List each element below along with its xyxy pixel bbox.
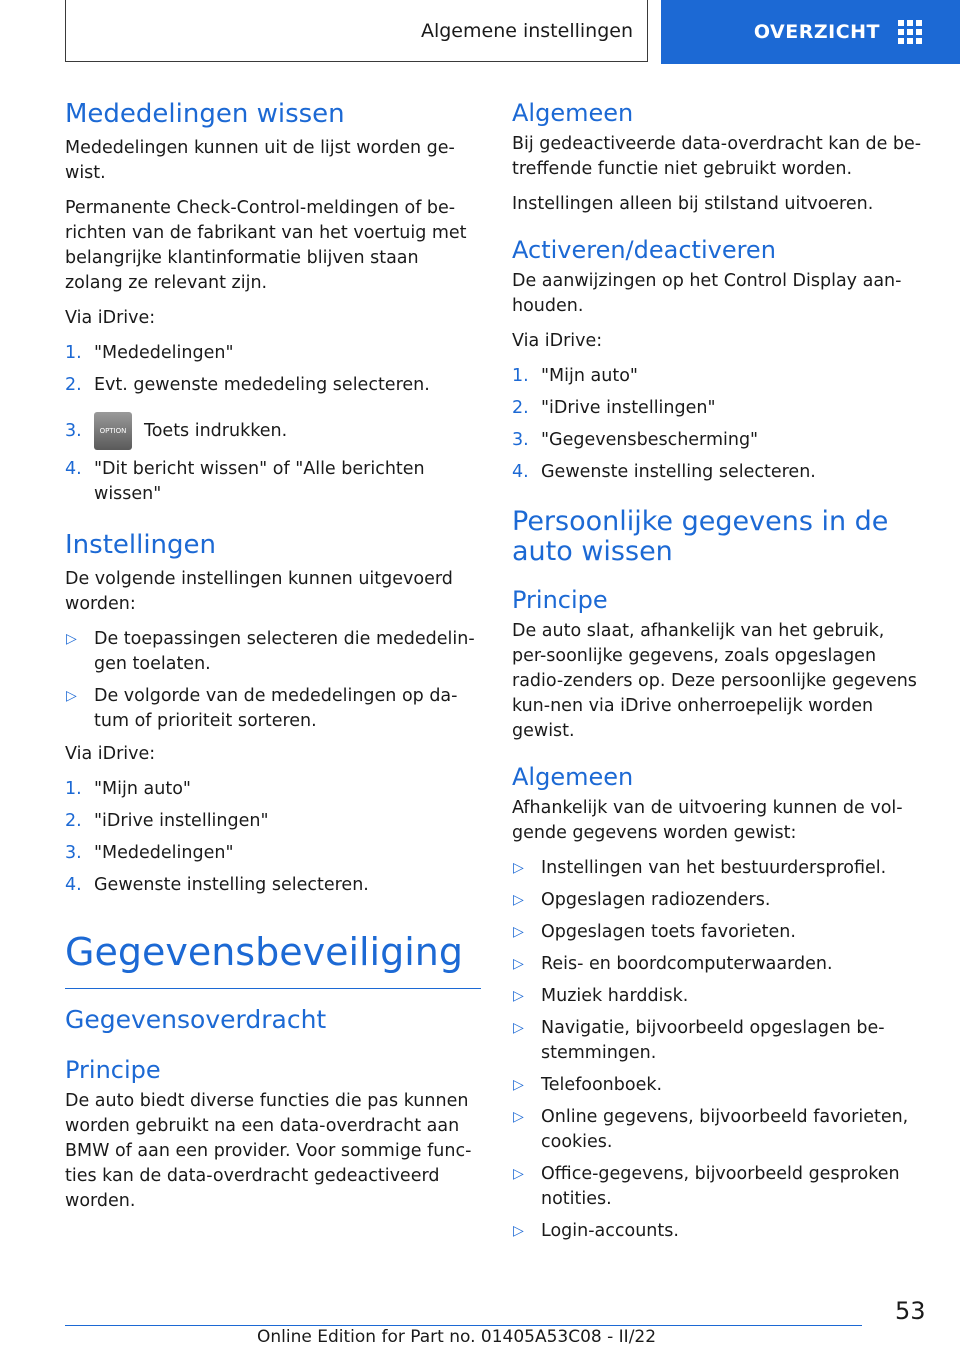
paragraph-via: Via iDrive: <box>512 331 603 351</box>
paragraph-via: Via iDrive: <box>65 308 156 328</box>
list-item: 1. "Mededelingen" <box>65 343 234 363</box>
bullet-list <box>65 627 481 734</box>
list-item: 4. Gewenste instelling selecteren. <box>65 875 369 895</box>
triangle-bullet-icon: ▷ <box>66 688 77 704</box>
list-item: ▷ Office-gegevens, bijvoorbeeld gesproken notities. <box>513 1164 900 1209</box>
list-item: ▷ Opgeslagen radiozenders. <box>512 888 924 913</box>
steps-list <box>65 341 481 507</box>
list-item: 2. "iDrive instellingen" <box>65 811 269 831</box>
list-item: 4. "Dit bericht wissen" of "Alle berichten wissen" <box>65 459 425 504</box>
triangle-bullet-icon: ▷ <box>513 956 524 972</box>
paragraph: Permanente Check-Control-meldingen of be-richten van de fabrikant van het voertuig met belangrijke klantinformatie blijven staan zolang ze relevant zijn. <box>65 198 467 293</box>
triangle-bullet-icon: ▷ <box>513 1223 524 1239</box>
list-item: ▷ Navigatie, bijvoorbeeld opgeslagen be-stemmingen. <box>513 1018 885 1063</box>
triangle-bullet-icon: ▷ <box>513 1077 524 1093</box>
paragraph: Bij gedeactiveerde data-overdracht kan de be-treffende functie niet gebruikt worden. <box>512 134 922 179</box>
triangle-bullet-icon: ▷ <box>513 988 524 1004</box>
steps-list <box>65 777 481 898</box>
section-title: Algemene instellingen <box>420 19 633 42</box>
list-item: 3. "Mededelingen" <box>65 843 234 863</box>
list-item: 2. "iDrive instellingen" <box>512 398 716 418</box>
heading-algemeen: Algemeen <box>512 763 634 791</box>
triangle-bullet-icon: ▷ <box>513 1109 524 1125</box>
list-item: 3. "Gegevensbescherming" <box>512 430 759 450</box>
list-item: 4. Gewenste instelling selecteren. <box>512 462 816 482</box>
paragraph: Mededelingen kunnen uit de lijst worden ge-wist. <box>65 138 455 183</box>
list-item: ▷ Login-accounts. <box>512 1219 924 1244</box>
left-column <box>65 98 481 1224</box>
list-item: ▷ Opgeslagen toets favorieten. <box>512 920 924 945</box>
bullet-list <box>512 856 924 1244</box>
list-item: ▷ Muziek harddisk. <box>512 984 924 1009</box>
heading-activeren-deactiveren: Activeren/deactiveren <box>512 236 776 264</box>
heading-persoonlijke-gegevens: Persoonlijke gegevens in de auto wissen <box>512 506 889 567</box>
heading-instellingen: Instellingen <box>65 530 217 560</box>
heading-algemeen: Algemeen <box>512 99 634 127</box>
heading-mededelingen-wissen: Mededelingen wissen <box>65 99 345 129</box>
triangle-bullet-icon: ▷ <box>513 1020 524 1036</box>
right-column <box>512 98 924 1252</box>
paragraph: De aanwijzingen op het Control Display aan-houden. <box>512 271 902 316</box>
list-item: ▷ Reis- en boordcomputerwaarden. <box>512 952 924 977</box>
heading-principe: Principe <box>65 1056 161 1084</box>
triangle-bullet-icon: ▷ <box>66 631 77 647</box>
heading-gegevensbeveiliging: Gegevensbeveiliging <box>65 930 463 974</box>
section-tab <box>65 0 648 62</box>
list-item: ▷ De toepassingen selecteren die mededelin-gen toelaten. <box>66 629 475 674</box>
option-button-icon: OPTION <box>94 412 132 450</box>
paragraph: De auto biedt diverse functies die pas kunnen worden gebruikt na een data-overdracht aan BMW of aan een provider. Voor sommige func-ties kan de data-overdracht gedeactiveerd worden. <box>65 1091 472 1211</box>
list-item: ▷ Online gegevens, bijvoorbeeld favorieten, cookies. <box>513 1107 909 1152</box>
list-item: 1. "Mijn auto" <box>512 366 638 386</box>
list-item: 1. "Mijn auto" <box>65 779 191 799</box>
overview-button[interactable] <box>661 0 960 64</box>
paragraph: De auto slaat, afhankelijk van het gebruik, per-soonlijke gegevens, zoals opgeslagen radio-zenders op. Deze persoonlijke gegevens kun-nen via iDrive onherroepelijk worden gewist. <box>512 621 917 741</box>
paragraph: Instellingen alleen bij stilstand uitvoeren. <box>512 194 874 214</box>
triangle-bullet-icon: ▷ <box>513 924 524 940</box>
footer-edition: Online Edition for Part no. 01405A53C08 - II/22 <box>257 1327 657 1347</box>
list-item: ▷ Telefoonboek. <box>512 1073 924 1098</box>
grid-icon <box>898 20 922 44</box>
divider <box>65 988 481 989</box>
list-item: ▷ Instellingen van het bestuurdersprofiel. <box>512 856 924 881</box>
page-number: 53 <box>895 1297 926 1325</box>
heading-gegevensoverdracht: Gegevensoverdracht <box>65 1005 327 1034</box>
paragraph-via: Via iDrive: <box>65 744 156 764</box>
triangle-bullet-icon: ▷ <box>513 1166 524 1182</box>
triangle-bullet-icon: ▷ <box>513 892 524 908</box>
triangle-bullet-icon: ▷ <box>513 860 524 876</box>
list-item: ▷ De volgorde van de mededelingen op da-tum of prioriteit sorteren. <box>66 686 458 731</box>
heading-principe: Principe <box>512 586 608 614</box>
footer-divider <box>65 1325 862 1326</box>
steps-list <box>512 364 924 485</box>
list-item: 3. OPTION Toets indrukken. <box>65 412 481 450</box>
list-item: 2. Evt. gewenste mededeling selecteren. <box>65 375 430 395</box>
paragraph: Afhankelijk van de uitvoering kunnen de vol-gende gegevens worden gewist: <box>512 798 903 843</box>
paragraph: De volgende instellingen kunnen uitgevoerd worden: <box>65 569 453 614</box>
overview-label: OVERZICHT <box>753 21 880 43</box>
